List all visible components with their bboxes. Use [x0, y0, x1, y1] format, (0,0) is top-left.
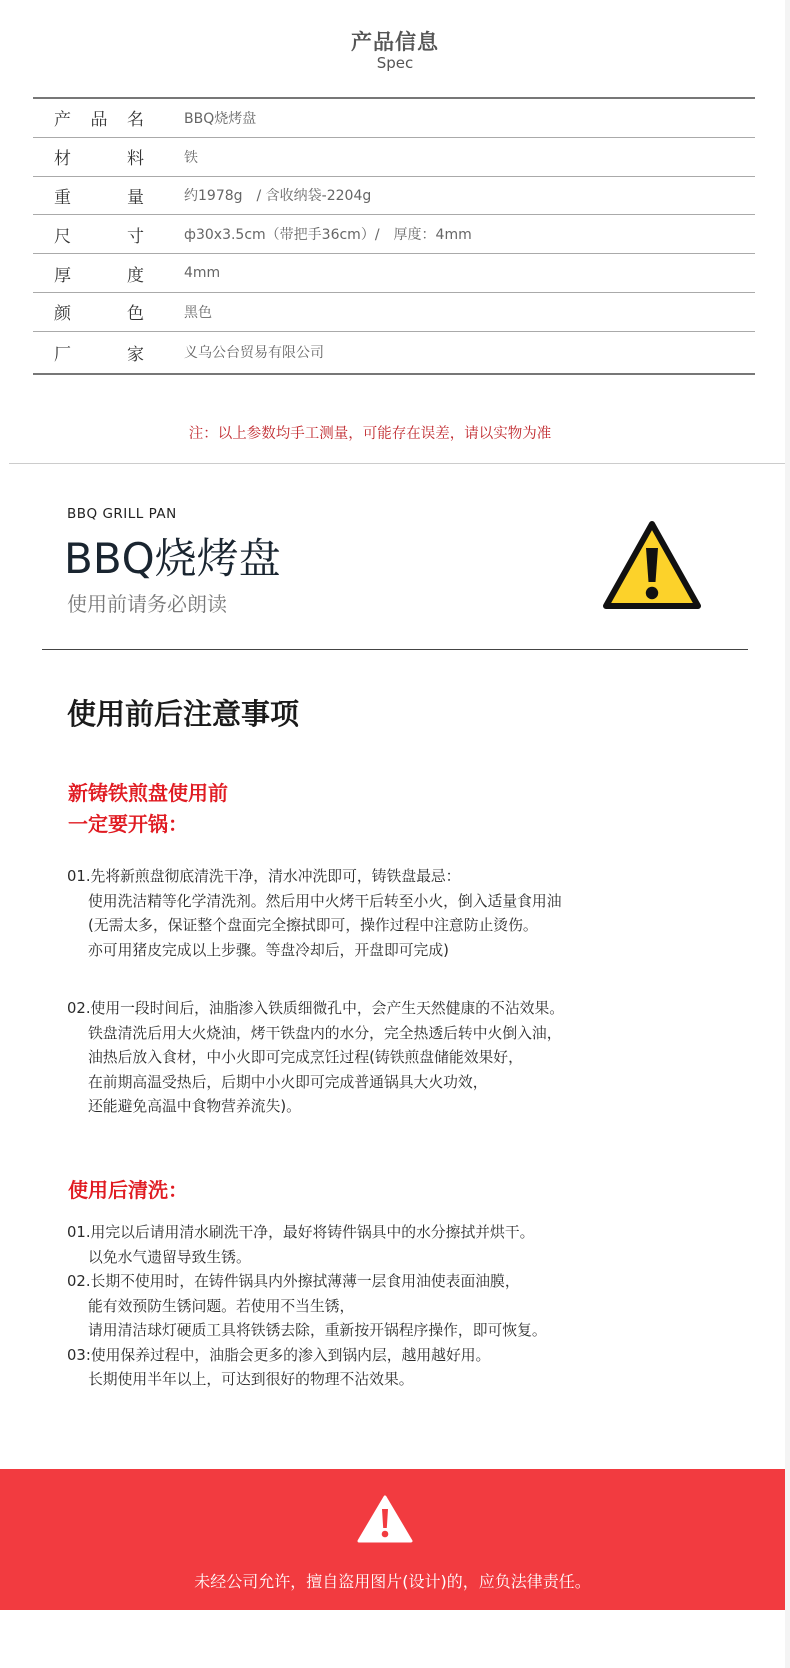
paragraph-line: 01.用完以后请用清水刷洗干净，最好将铸件锅具中的水分擦拭并烘干。	[67, 1224, 535, 1241]
spec-label	[54, 183, 144, 208]
spec-label	[54, 340, 144, 365]
paragraph-line: (无需太多，保证整个盘面完全擦拭即可，操作过程中注意防止烫伤。	[88, 917, 538, 934]
spec-note: 注：以上参数均手工测量，可能存在误差，请以实物为准	[188, 426, 552, 442]
spec-row	[33, 254, 755, 293]
spec-label-char: 材	[54, 149, 71, 170]
spec-value: 黑色	[184, 304, 212, 321]
spec-label-char: 名	[127, 110, 144, 131]
spec-value: 4mm	[184, 265, 221, 282]
brand-english: BBQ GRILL PAN	[67, 506, 177, 522]
spec-label-char: 厂	[54, 344, 71, 365]
paragraph-line: 使用洗洁精等化学清洗剂。然后用中火烤干后转至小火，倒入适量食用油	[88, 892, 562, 910]
paragraph-line: 03:使用保养过程中，油脂会更多的渗入到锅内层，越用越好用。	[67, 1346, 491, 1364]
spec-title: 产品信息	[351, 30, 439, 54]
after-use-heading: 使用后清洗：	[68, 1178, 188, 1202]
spec-row	[33, 138, 755, 177]
paragraph-line: 长期使用半年以上，可达到很好的物理不沾效果。	[88, 1371, 414, 1388]
spec-value: 铁	[184, 149, 198, 166]
before-use-step-1	[67, 865, 727, 963]
paragraph-line: 在前期高温受热后，后期中小火即可完成普通锅具大火功效，	[88, 1073, 488, 1091]
spec-label-char: 寸	[127, 226, 144, 247]
paragraph-line: 还能避免高温中食物营养流失)。	[88, 1098, 301, 1115]
spec-value: 约1978g / 含收纳袋-2204g	[184, 188, 372, 205]
spec-row	[33, 99, 755, 138]
page-edge	[785, 0, 790, 1668]
spec-label	[54, 105, 144, 130]
warning-triangle-icon	[601, 518, 703, 614]
before-use-heading-line: 一定要开锅：	[68, 812, 188, 836]
brand-divider	[42, 649, 748, 650]
paragraph-line: 铁盘清洗后用大火烧油，烤干铁盘内的水分，完全热透后转中火倒入油，	[88, 1024, 562, 1042]
spec-label	[54, 144, 144, 169]
paragraph-line: 02.长期不使用时，在铸件锅具内外擦拭薄薄一层食用油使表面油膜，	[67, 1273, 520, 1290]
spec-value: ф30x3.5cm（带把手36cm）/ 厚度：4mm	[184, 227, 472, 244]
paragraph-line: 请用清洁球灯硬质工具将铁锈去除，重新按开锅程序操作，即可恢复。	[88, 1322, 547, 1339]
spec-label-char: 颜	[54, 304, 71, 325]
spec-label-char: 色	[127, 304, 144, 325]
spec-label-char: 厚	[54, 265, 71, 286]
paragraph-line: 能有效预防生锈问题。若使用不当生锈，	[88, 1297, 355, 1315]
paragraph-line: 02.使用一段时间后，油脂渗入铁质细微孔中，会产生天然健康的不沾效果。	[67, 1000, 565, 1017]
spec-value: 义乌公台贸易有限公司	[184, 345, 324, 362]
section-divider	[9, 463, 790, 464]
before-use-heading	[68, 778, 228, 840]
spec-value: BBQ烧烤盘	[184, 110, 257, 127]
spec-label-char: 料	[127, 149, 144, 170]
spec-subtitle: Spec	[376, 54, 414, 72]
spec-label	[54, 222, 144, 247]
spec-label	[54, 261, 144, 286]
spec-label-char: 重	[54, 187, 71, 208]
spec-row	[33, 293, 755, 332]
spec-label-char: 量	[127, 187, 144, 208]
spec-row	[33, 332, 755, 373]
alert-triangle-icon	[357, 1495, 413, 1543]
paragraph-line: 01.先将新煎盘彻底清洗干净，清水冲洗即可，铸铁盘最忌：	[67, 868, 461, 885]
copyright-text: 未经公司允许，擅自盗用图片(设计)的，应负法律责任。	[194, 1572, 591, 1591]
spec-table	[33, 97, 755, 375]
spec-label-char: 品	[90, 110, 108, 131]
spec-label	[54, 299, 144, 324]
spec-label-char: 家	[127, 344, 144, 365]
notice-title: 使用前后注意事项	[67, 697, 300, 731]
before-use-heading-line: 新铸铁煎盘使用前	[68, 781, 228, 805]
spec-label-char: 度	[127, 265, 144, 286]
paragraph-line: 亦可用猪皮完成以上步骤。等盘冷却后，开盘即可完成)	[88, 941, 449, 959]
spec-row	[33, 177, 755, 216]
before-use-step-2	[67, 997, 727, 1120]
paragraph-line: 以免水气遗留导致生锈。	[88, 1248, 251, 1266]
spec-label-char: 产	[54, 110, 71, 131]
spec-row	[33, 215, 755, 254]
after-use-steps	[67, 1221, 727, 1393]
copyright-banner	[0, 1469, 785, 1610]
paragraph-line: 油热后放入食材，中小火即可完成烹饪过程(铸铁煎盘储能效果好，	[88, 1049, 523, 1066]
spec-label-char: 尺	[54, 226, 71, 247]
brand-read-first: 使用前请务必朗读	[67, 592, 227, 616]
brand-name: BBQ烧烤盘	[64, 534, 281, 583]
